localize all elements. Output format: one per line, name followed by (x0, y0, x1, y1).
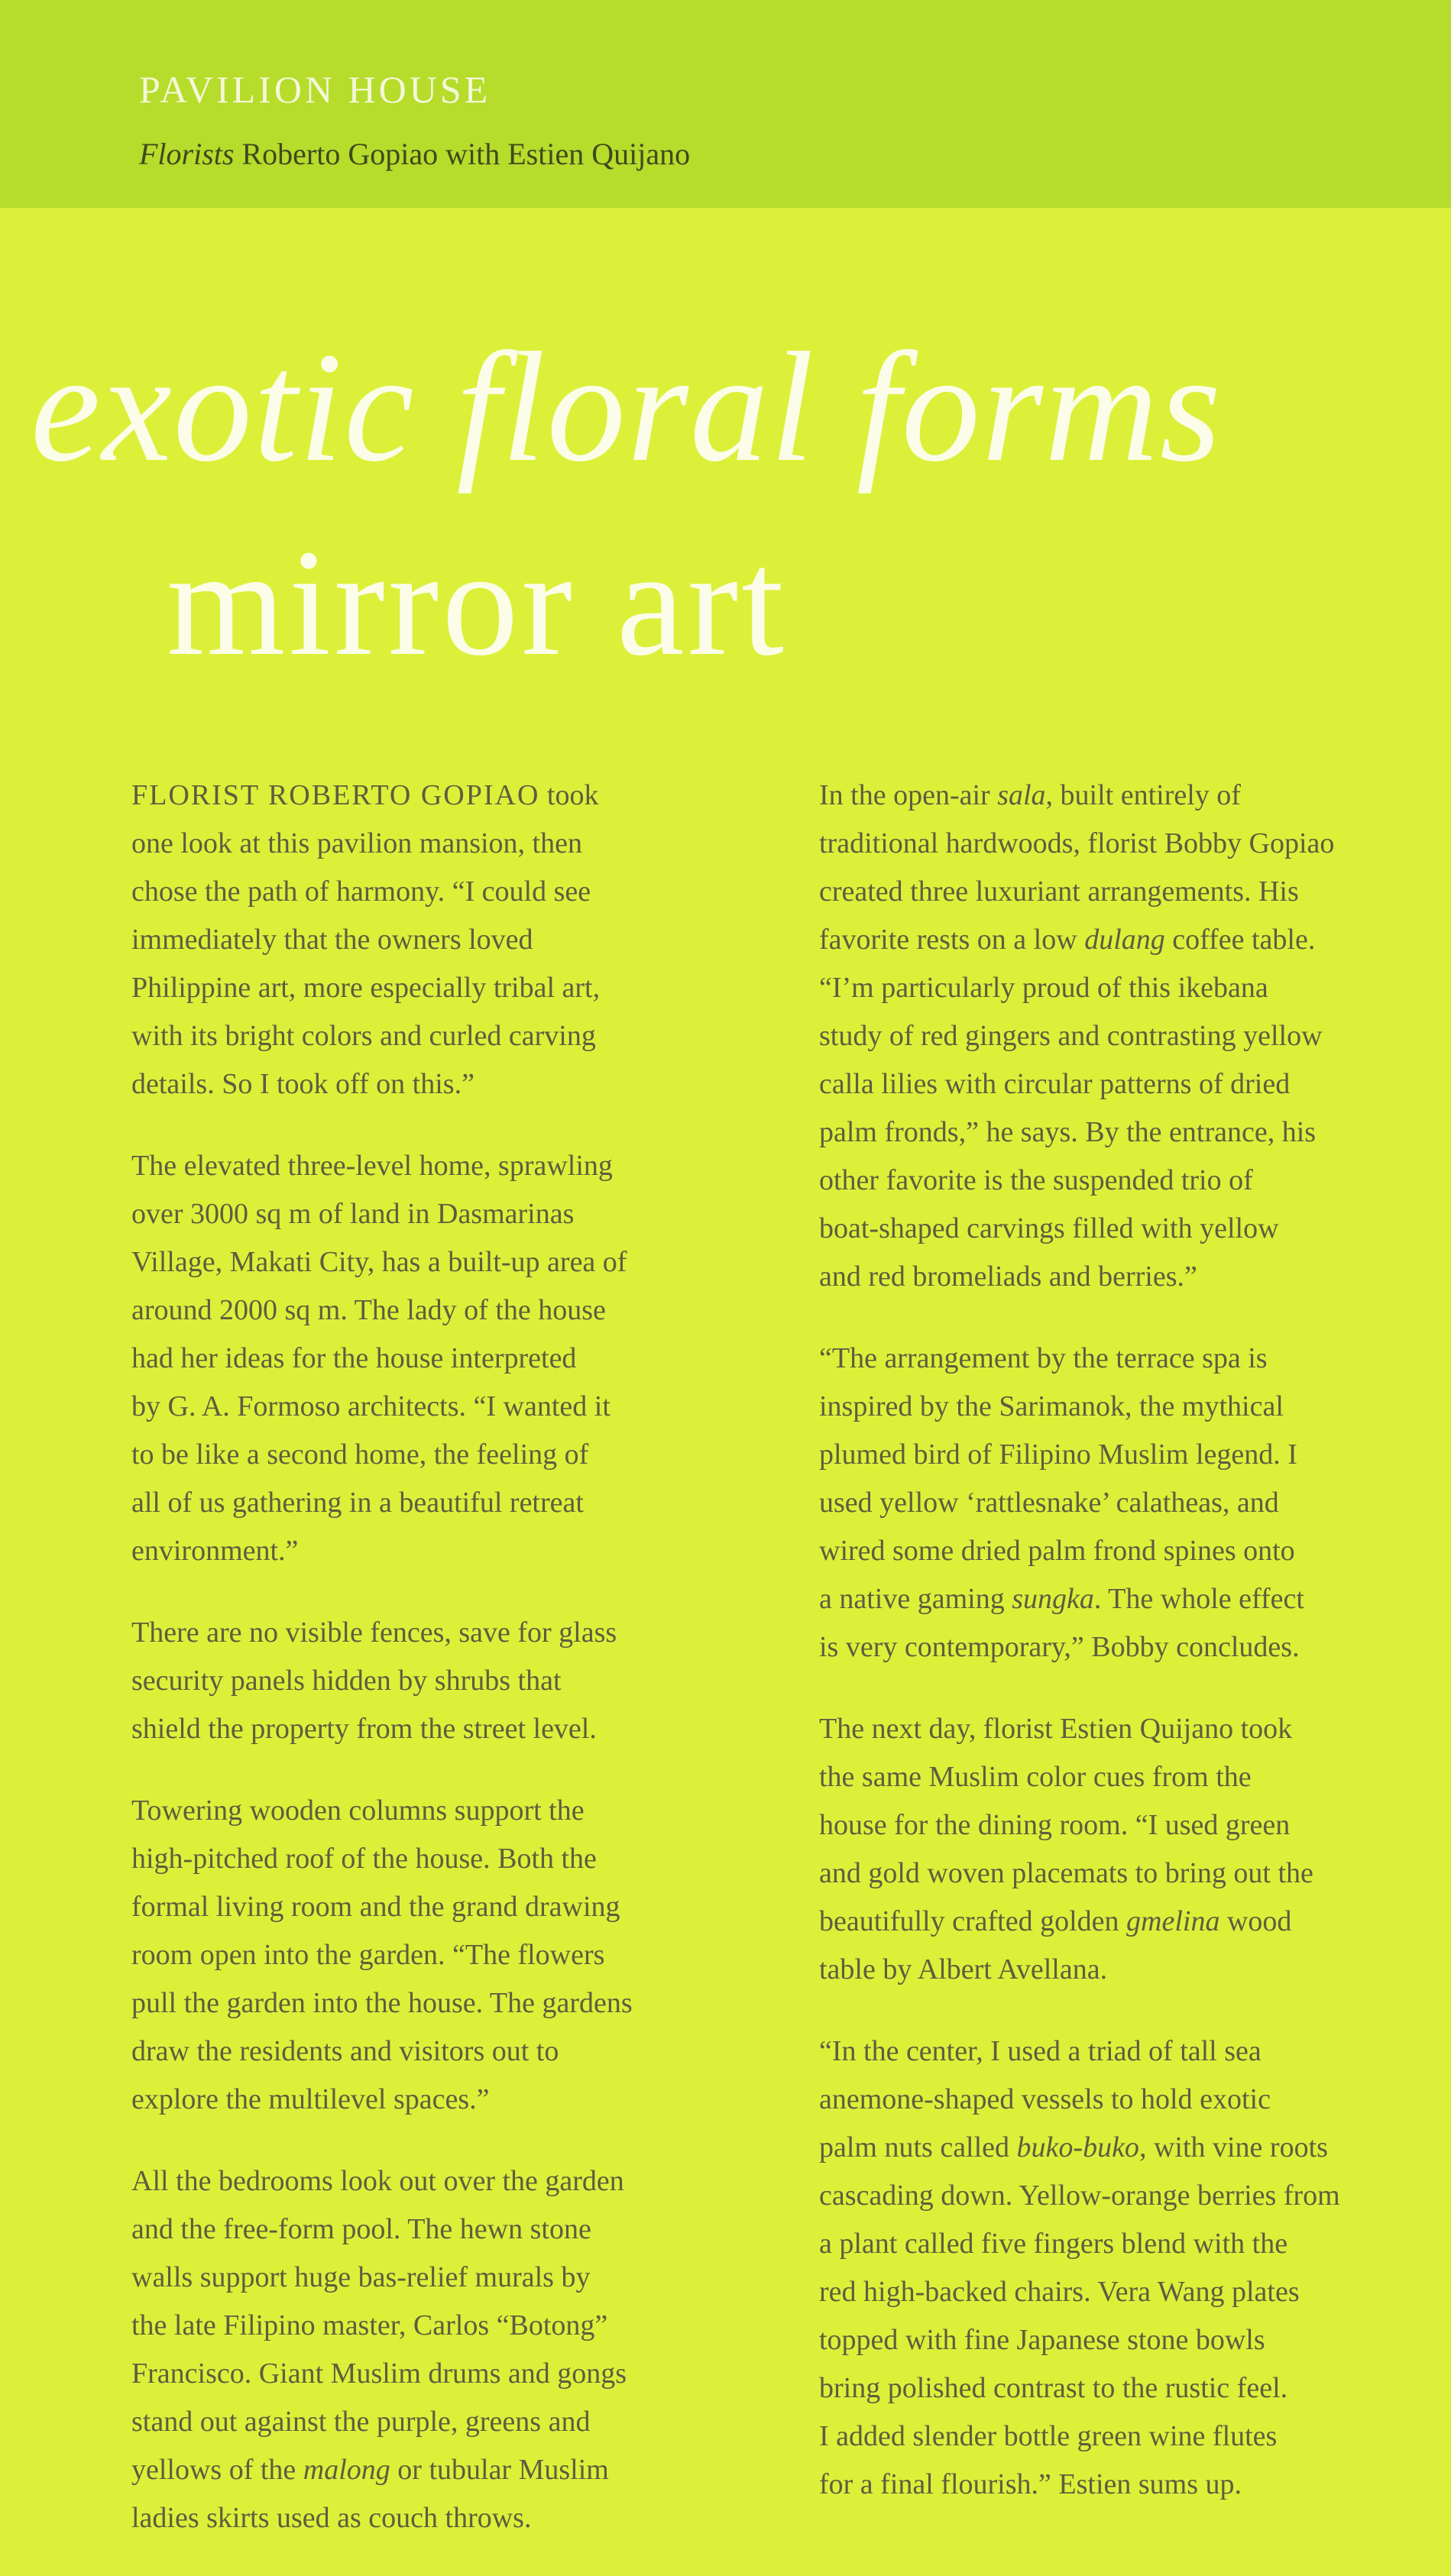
text-run: “The arrangement by the terrace spa is inspired by the Sarimanok, the mythical plumed bird of Filipino Muslim legend. I used yellow ‘rattlesnake’ calatheas, and wired some dried palm frond spines onto a native gaming (819, 1342, 1297, 1615)
text-run: , with vine roots cascading down. Yellow-orange berries from a plant called five fingers blend with the red high-backed chairs. Vera Wang plates topped with fine Japanese stone bowls bring polished contrast to the rustic feel. I added slender bottle green wine flutes for a final flourish.” Estien sums up. (819, 2131, 1340, 2500)
body-paragraph (819, 2027, 1438, 2509)
body-paragraph (131, 1787, 743, 2124)
text-run: There are no visible fences, save for glass security panels hidden by shrubs that shield the property from the street level. (131, 1616, 617, 1745)
right-column (819, 772, 1438, 2542)
text-run: “In the center, I used a triad of tall sea anemone-shaped vessels to hold exotic palm nuts called (819, 2035, 1271, 2163)
text-run: In the open-air (819, 779, 998, 811)
lead-in-caps: FLORIST ROBERTO GOPIAO (131, 779, 540, 811)
body-paragraph (131, 1609, 743, 1753)
text-run: took one look at this pavilion mansion, then chose the path of harmony. “I could see immediately that the owners loved Philippine art, more especially tribal art, with its bright colors and curled carving details. So I took off on this.” (131, 779, 601, 1100)
body-paragraph (819, 1335, 1438, 1671)
headline-line-1: exotic floral forms (31, 319, 1223, 494)
body-paragraph (131, 772, 743, 1108)
credits-names: Roberto Gopiao with Estien Quijano (234, 137, 691, 171)
text-run: . The whole effect is very contemporary,” Bobby concludes. (819, 1583, 1304, 1663)
section-title: PAVILION HOUSE (139, 68, 491, 111)
text-run: coffee table. “I’m particularly proud of this ikebana study of red gingers and contrasting yellow calla lilies with circular patterns of dried palm fronds,” he says. By the entrance, his other favorite is the suspended trio of boat-shaped carvings filled with yellow and red bromeliads and berries.” (819, 924, 1323, 1293)
text-run: The elevated three-level home, sprawling over 3000 sq m of land in Dasmarinas Village, Makati City, has a built-up area of around 2000 sq m. The lady of the house had her ideas for the house interpreted by G. A. Formoso architects. “I wanted it to be like a second home, the feeling of all of us gathering in a beautiful retreat environment.” (131, 1150, 627, 1567)
text-run: The next day, florist Estien Quijano took the same Muslim color cues from the house for the dining room. “I used green and gold woven placemats to bring out the beautifully crafted golden (819, 1713, 1313, 1937)
italic-term: dulang (1084, 924, 1165, 956)
body-paragraph (819, 772, 1438, 1301)
italic-term: sala (997, 779, 1046, 811)
headline-line-2: mirror art (167, 519, 787, 688)
italic-term: malong (303, 2454, 390, 2486)
text-run: Towering wooden columns support the high-pitched roof of the house. Both the formal living room and the grand drawing room open into the garden. “The flowers pull the garden into the house. The gardens draw the residents and visitors out to explore the multilevel spaces.” (131, 1794, 633, 2115)
credits-role: Florists (139, 137, 235, 171)
text-run: All the bedrooms look out over the garden and the free-form pool. The hewn stone walls support huge bas-relief murals by the late Filipino master, Carlos “Botong” Francisco. Giant Muslim drums and gongs stand out against the purple, greens and yellows of the (131, 2165, 627, 2486)
italic-term: buko-buko (1016, 2131, 1139, 2163)
italic-term: gmelina (1126, 1905, 1220, 1937)
text-run: , built entirely of traditional hardwoods, florist Bobby Gopiao created three luxuriant arrangements. His favorite rests on a low (819, 779, 1335, 956)
italic-term: sungka (1012, 1583, 1094, 1615)
body-paragraph (819, 1705, 1438, 1994)
text-run: or tubular Muslim ladies skirts used as couch throws. (131, 2454, 609, 2534)
left-column (131, 772, 743, 2576)
text-run: wood table by Albert Avellana. (819, 1905, 1292, 1985)
body-paragraph (131, 1142, 743, 1575)
credits-line (139, 136, 690, 172)
body-paragraph (131, 2157, 743, 2542)
